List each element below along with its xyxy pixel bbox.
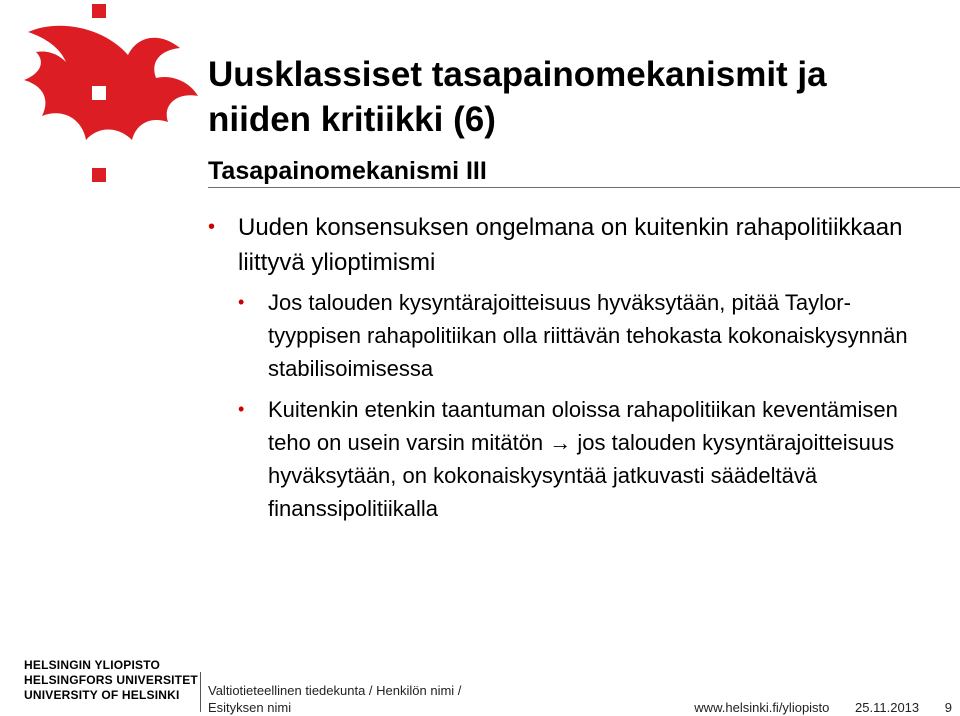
sub-bullet-text: Kuitenkin etenkin taantuman oloissa rahapolitiikan keventämisen teho on usein varsin mitätön [268, 397, 898, 455]
sub-bullet-text: Jos talouden kysyntärajoitteisuus hyväksytään, pitää Taylor-tyyppisen rahapolitiikan olla riittävän tehokasta kokonaiskysynnän stabilisoimisessa [268, 290, 908, 381]
flame-icon [24, 26, 198, 140]
sub-bullet-text-continued: jos talouden kysyntärajoitteisuus hyväksytään, on kokonaiskysyntää jatkuvasti säädeltävä finanssipolitiikalla [268, 430, 895, 521]
footer-info [208, 682, 461, 716]
sub-bullet-item [238, 286, 928, 385]
sub-bullet-item [238, 393, 928, 525]
bullet-dot-icon: • [238, 292, 245, 312]
bullet-text: Uuden konsensuksen ongelmana on kuitenkin rahapolitiikkaan liittyvä ylioptimismi [238, 214, 903, 276]
footer-presentation-name: Esityksen nimi [208, 700, 292, 715]
bullet-dot-icon: • [238, 399, 245, 419]
footer-divider [200, 672, 201, 712]
bullet-list [208, 210, 928, 533]
footer-meta [672, 699, 952, 716]
title-divider [208, 187, 960, 188]
university-flame-logo [0, 0, 205, 200]
logo-square-bottom [92, 168, 106, 182]
page-number: 9 [944, 700, 952, 715]
logo-square-top [92, 4, 106, 18]
bullet-item [208, 210, 928, 280]
slide-subtitle: Tasapainomekanismi III [208, 157, 487, 185]
university-name-fi: HELSINGIN YLIOPISTO [24, 658, 161, 672]
right-arrow-icon: → [549, 430, 572, 455]
university-name-logo [24, 658, 198, 703]
slide-title: Uusklassiset tasapainomekanismit ja niiden kritiikki (6) [208, 55, 827, 139]
university-name-sv: HELSINGFORS UNIVERSITET [24, 673, 198, 687]
footer-url: www.helsinki.fi/yliopisto [694, 700, 830, 715]
logo-square-middle [92, 86, 106, 100]
footer-date: 25.11.2013 [855, 700, 920, 715]
university-name-en: UNIVERSITY OF HELSINKI [24, 688, 180, 702]
bullet-dot-icon: • [208, 216, 216, 238]
footer-faculty-author: Valtiotieteellinen tiedekunta / Henkilön nimi / [208, 683, 462, 698]
